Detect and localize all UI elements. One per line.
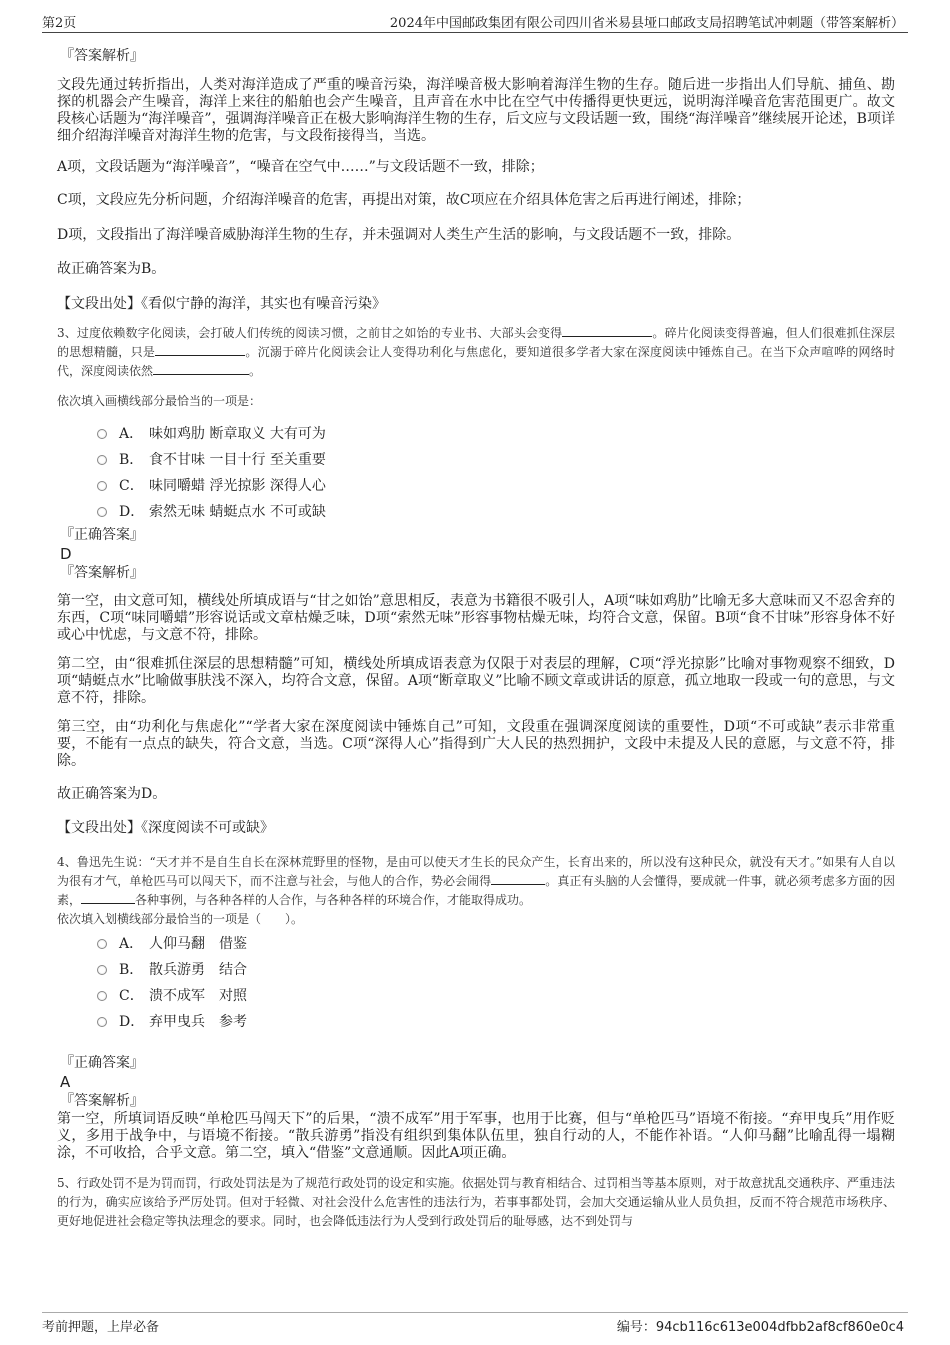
q4-answer: A bbox=[60, 1073, 71, 1091]
q3-option-d[interactable]: D． 索然无味 蜻蜓点水 不可或缺 bbox=[97, 499, 895, 525]
q2-option-c-analysis: C项，文段应先分析问题，介绍海洋噪音的危害，再提出对策，故C项应在介绍具体危害之后再进行阐述，排除； bbox=[57, 192, 751, 208]
q3-answer-label: 『正确答案』 bbox=[60, 527, 144, 543]
q3-options bbox=[97, 421, 895, 525]
q3-prompt: 依次填入画横线部分最恰当的一项是： bbox=[57, 394, 262, 408]
q4-blank-1 bbox=[491, 872, 545, 885]
q4-option-b[interactable]: B． 散兵游勇 结合 bbox=[97, 957, 895, 983]
page-number: 第2页 bbox=[42, 16, 77, 31]
q3-answer: D bbox=[60, 545, 72, 563]
radio-icon[interactable] bbox=[97, 481, 107, 491]
q4-stem: 4、鲁迅先生说：“天才并不是自生自长在深林荒野里的怪物，是由可以使天才生长的民众产生，长育出来的，所以没有这种民众，就没有天才。”如果有人自以为很有才气，单枪匹马可以闯天下，而不注意与社会，与他人的合作，势必会闹得 。真正有头脑的人会懂得，要成就一件事，就必须考虑多方面的因素， 各种事例，与各种各样的人合作，与各种各样的环境合作，才能取得成功。 bbox=[57, 855, 895, 907]
q4-options bbox=[97, 931, 895, 1035]
q3-analysis-2: 第二空，由“很难抓住深层的思想精髓”可知，横线处所填成语表意为仅限于对表层的理解，C项“浮光掠影”比喻对事物观察不细致，D项“蜻蜓点水”比喻做事肤浅不深入，均符合文意，保留。A项“断章取义”比喻不顾文章或讲话的原意，孤立地取一段或一句的意思，与文意不符，排除。 bbox=[57, 656, 895, 706]
q2-option-d-analysis: D项，文段指出了海洋噪音威胁海洋生物的生存，并未强调对人类生产生活的影响，与文段话题不一致，排除。 bbox=[57, 227, 741, 243]
q4-answer-label: 『正确答案』 bbox=[60, 1055, 144, 1071]
q5-stem: 5、行政处罚不是为罚而罚，行政处罚法是为了规范行政处罚的设定和实施。依据处罚与教育相结合、过罚相当等基本原则，对于故意扰乱交通秩序、严重违法的行为，确实应该给予严厉处罚。但对于轻微、对社会没什么危害性的违法行为，若事事都处罚，会加大交通运输从业人员负担，反而不符合规范市场秩序、更好地促进社会稳定等执法理念的要求。同时，也会降低违法行为人受到行政处罚后的耻辱感，达不到处罚与 bbox=[57, 1176, 895, 1228]
q3-conclusion: 故正确答案为D。 bbox=[57, 786, 167, 802]
radio-icon[interactable] bbox=[97, 965, 107, 975]
radio-icon[interactable] bbox=[97, 507, 107, 517]
q4-analysis: 第一空，所填词语反映“单枪匹马闯天下”的后果，“溃不成军”用于军事，也用于比赛，但与“单枪匹马”语境不衔接。“弃甲曳兵”用作贬义，多用于战争中，与语境不衔接。“散兵游勇”指没有组织到集体队伍里，独自行动的人，不能作补语。“人仰马翻”比喻乱得一塌糊涂，不可收拾，合乎文意。第二空，填入“借鉴”文意通顺。因此A项正确。 bbox=[57, 1111, 895, 1161]
q4-option-a[interactable]: A． 人仰马翻 借鉴 bbox=[97, 931, 895, 957]
radio-icon[interactable] bbox=[97, 939, 107, 949]
q4-option-c[interactable]: C． 溃不成军 对照 bbox=[97, 983, 895, 1009]
document-code: 编号：94cb116c613e004dfbb2af8cf860e0c4 bbox=[616, 1320, 904, 1335]
document-title: 2024年中国邮政集团有限公司四川省米易县垭口邮政支局招聘笔试冲刺题（带答案解析） bbox=[389, 16, 904, 31]
radio-icon[interactable] bbox=[97, 1017, 107, 1027]
q2-analysis: 文段先通过转折指出，人类对海洋造成了严重的噪音污染，海洋噪音极大影响着海洋生物的生存。随后进一步指出人们导航、捕鱼、勘探的机器会产生噪音，海洋上来往的船舶也会产生噪音，且声音在水中比在空气中传播得更快更远，说明海洋噪音危害范围更广。故文段核心话题为“海洋噪音”，强调海洋噪音正在极大影响海洋生物的生存，后文应与文段话题一致，围绕“海洋噪音”继续展开论述，B项详细介绍海洋噪音对海洋生物的危害，与文段衔接得当，当选。 bbox=[57, 77, 895, 144]
q3-option-c[interactable]: C． 味同嚼蜡 浮光掠影 深得人心 bbox=[97, 473, 895, 499]
radio-icon[interactable] bbox=[97, 991, 107, 1001]
q2-option-a-analysis: A项，文段话题为“海洋噪音”，“噪音在空气中……”与文段话题不一致，排除； bbox=[57, 159, 544, 175]
q3-blank-3 bbox=[153, 362, 249, 375]
q3-stem: 3、过度依赖数字化阅读，会打破人们传统的阅读习惯，之前甘之如饴的专业书、大部头会变得 。碎片化阅读变得普遍，但人们很难抓住深层的思想精髓，只是 。沉溺于碎片化阅读会让人变得功利化与焦虑化，要知道很多学者大家在深度阅读中锤炼自己。在当下众声喧哗的网络时代，深度阅读依然 。 bbox=[57, 326, 895, 378]
q4-prompt: 依次填入划横线部分最恰当的一项是（ ）。 bbox=[57, 912, 304, 926]
q3-option-b[interactable]: B． 食不甘味 一目十行 至关重要 bbox=[97, 447, 895, 473]
q3-source: 【文段出处】《深度阅读不可或缺》 bbox=[57, 820, 274, 836]
q3-analysis-1: 第一空，由文意可知，横线处所填成语与“甘之如饴”意思相反，表意为书籍很不吸引人，A项“味如鸡肋”比喻无多大意味而又不忍舍弃的东西，C项“味同嚼蜡”形容说话或文章枯燥乏味，D项“索然无味”形容事物枯燥无味，均符合文意，保留。B项“食不甘味”形容身体不好或心中忧虑，与文意不符，排除。 bbox=[57, 593, 895, 643]
q4-option-d[interactable]: D． 弃甲曳兵 参考 bbox=[97, 1009, 895, 1035]
page-footer bbox=[42, 1312, 908, 1336]
radio-icon[interactable] bbox=[97, 455, 107, 465]
q3-analysis-label: 『答案解析』 bbox=[60, 565, 144, 581]
q2-analysis-label: 『答案解析』 bbox=[60, 48, 144, 64]
footer-slogan: 考前押题，上岸必备 bbox=[42, 1320, 160, 1335]
document-body bbox=[57, 46, 895, 1231]
q3-analysis-3: 第三空，由“功利化与焦虑化”“学者大家在深度阅读中锤炼自己”可知，文段重在强调深度阅读的重要性，D项“不可或缺”表示非常重要，不能有一点点的缺失，符合文意，当选。C项“深得人心”指得到广大人民的热烈拥护，文段中未提及人民的意愿，与文意不符，排除。 bbox=[57, 719, 895, 769]
q3-option-a[interactable]: A． 味如鸡肋 断章取义 大有可为 bbox=[97, 421, 895, 447]
q2-conclusion: 故正确答案为B。 bbox=[57, 261, 166, 277]
q3-blank-1 bbox=[562, 324, 652, 337]
q4-analysis-label: 『答案解析』 bbox=[60, 1093, 144, 1109]
radio-icon[interactable] bbox=[97, 429, 107, 439]
q4-blank-2 bbox=[81, 891, 135, 904]
q3-blank-2 bbox=[155, 343, 245, 356]
page-header bbox=[42, 12, 908, 33]
q2-source: 【文段出处】《看似宁静的海洋，其实也有噪音污染》 bbox=[57, 296, 386, 312]
